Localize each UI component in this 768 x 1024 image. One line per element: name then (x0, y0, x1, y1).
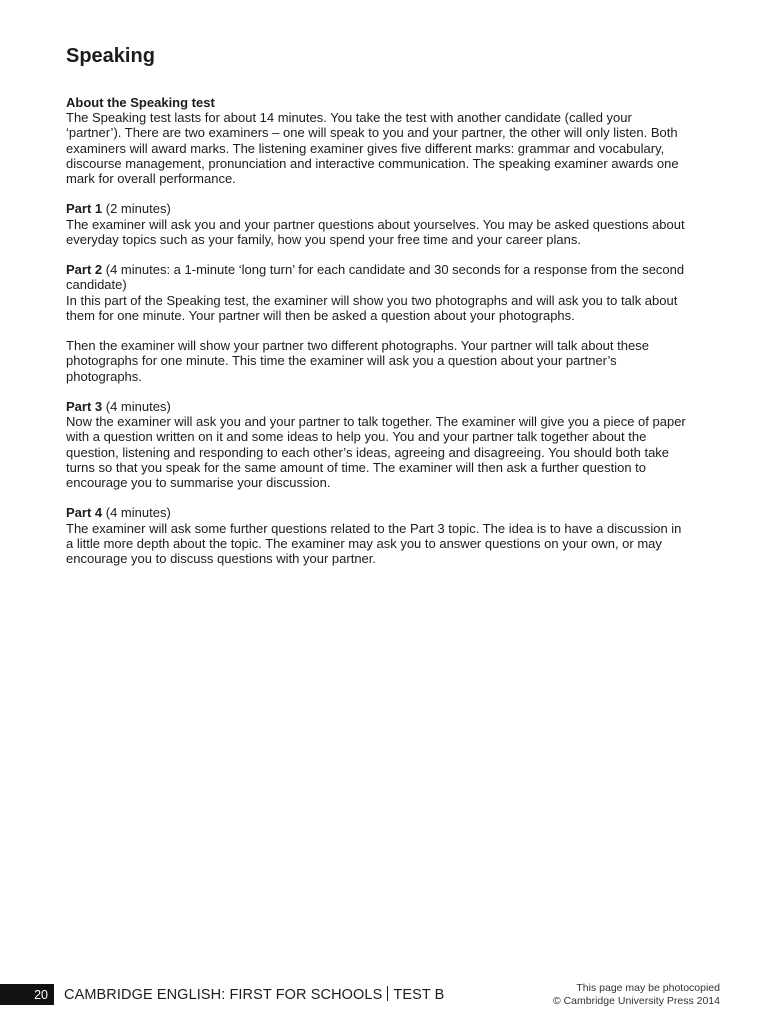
about-heading: About the Speaking test (66, 95, 215, 110)
part-3-heading (66, 399, 686, 414)
part-3-section (66, 399, 686, 490)
part-3-label: Part 3 (66, 399, 103, 414)
part-4-heading (66, 505, 686, 520)
part-4-section (66, 505, 686, 566)
part-2-paragraph: Then the examiner will show your partner two different photographs. Your partner will talk about these photographs for one minute. This time the examiner will ask you a question about your partner’s photographs. (66, 338, 649, 384)
part-3-duration: (4 minutes) (105, 399, 171, 414)
part-2-duration: (4 minutes: a 1-minute ‘long turn’ for each candidate and 30 seconds for a response from the second candidate) (66, 262, 685, 293)
page-number: 20 (0, 984, 54, 1005)
part-1-duration: (2 minutes) (105, 201, 171, 217)
copyright-note: © Cambridge University Press 2014 (552, 994, 720, 1007)
book-title: CAMBRIDGE ENGLISH: FIRST FOR SCHOOLS (64, 987, 383, 1003)
part-3-paragraph: Now the examiner will ask you and your partner to talk together. The examiner will give you a piece of paper with a question written on it and some ideas to help you. You and your partner talk together about the question, listening and responding to each other’s ideas, agreeing and disagreeing. You should both take turns so that you speak for the same amount of time. The examiner will then ask a further question to encourage you to summarise your discussion. (66, 414, 686, 491)
part-1-label: Part 1 (66, 201, 103, 217)
part-4-paragraph: The examiner will ask some further questions related to the Part 3 topic. The idea is to have a discussion in a little more depth about the topic. The examiner may ask you to answer questions on your own, or may encourage you to discuss questions with your partner. (66, 520, 682, 567)
page-title: Speaking (66, 45, 155, 67)
page-content (66, 95, 686, 581)
footer-right (553, 982, 720, 1007)
about-body: The Speaking test lasts for about 14 minutes. You take the test with another candidate (called your ‘partner’). There are two examiners – one will speak to you and your partner, the other will only listen. Both examiners will award marks. The listening examiner gives five different marks: grammar and vocabulary, discourse management, pronunciation and interactive communication. The speaking examiner awards one mark for overall performance. (66, 110, 679, 187)
about-section (66, 95, 686, 186)
part-1-paragraph: The examiner will ask you and your partner questions about yourselves. You may be asked questions about everyday topics such as your family, how you spend your free time and your career plans. (66, 216, 685, 247)
test-label: TEST B (393, 987, 445, 1003)
part-4-duration: (4 minutes) (105, 505, 171, 521)
part-2-continued-section (66, 338, 686, 384)
part-2-paragraph: In this part of the Speaking test, the examiner will show you two photographs and will ask you to talk about them for one minute. Your partner will then be asked a question about your photographs. (66, 292, 678, 323)
footer-book-title (64, 986, 444, 1003)
part-4-label: Part 4 (66, 505, 103, 521)
footer-left (0, 984, 444, 1005)
footer-divider (387, 986, 388, 1001)
part-1-heading (66, 201, 686, 216)
part-2-section (66, 262, 686, 323)
part-2-label: Part 2 (66, 262, 103, 278)
part-2-heading (66, 262, 686, 292)
photocopy-note: This page may be photocopied (576, 982, 720, 994)
part-1-section (66, 201, 686, 247)
